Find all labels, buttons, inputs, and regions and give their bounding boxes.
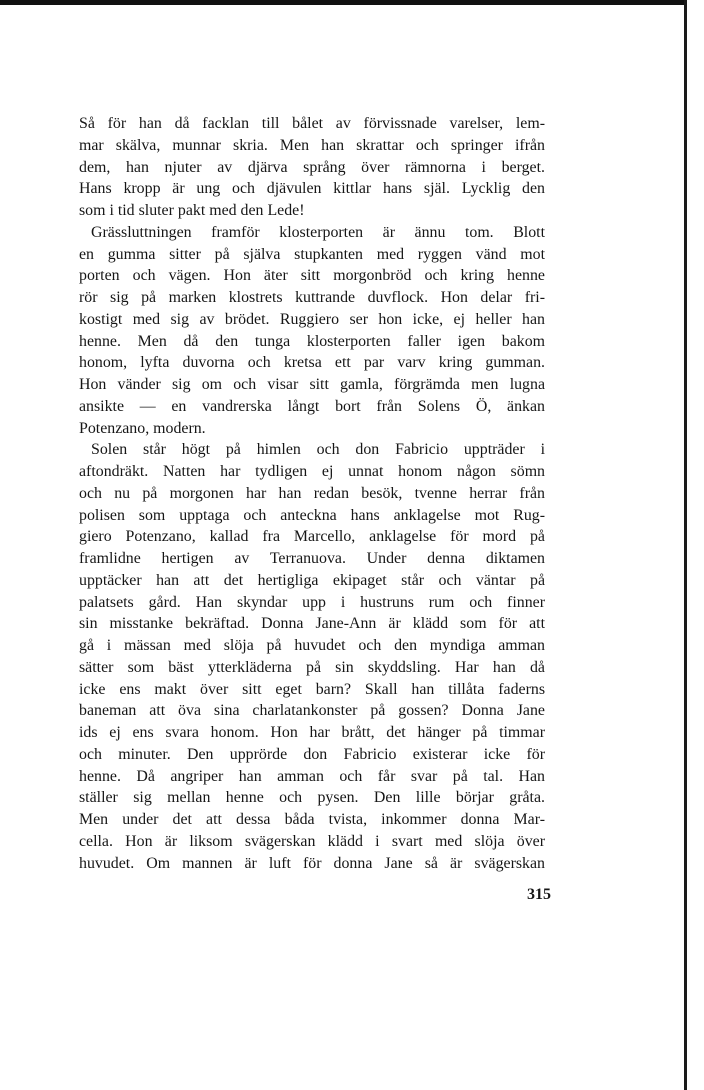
text-line: rör sig på marken klostrets kuttrande duvflock. Hon delar fri- xyxy=(79,289,545,306)
text-line: baneman att öva sina charlatankonster på gossen? Donna Jane xyxy=(79,702,545,720)
text-line: Men under det att dessa båda tvista, inkommer donna Mar- xyxy=(79,811,545,828)
text-line: framlidne hertigen av Terranuova. Under denna diktamen xyxy=(79,550,545,567)
text-line: polisen som upptaga och anteckna hans anklagelse mot Rug- xyxy=(79,506,545,524)
text-line: henne. Men då den tunga klosterporten faller igen bakom xyxy=(79,332,545,350)
text-line: och minuter. Den upprörde don Fabricio existerar icke för xyxy=(79,745,545,763)
text-line: Potenzano, modern. xyxy=(79,419,206,437)
text-line: mar skälva, munnar skria. Men han skrattar och springer ifrån xyxy=(79,136,545,154)
text-line: honom, lyfta duvorna och kretsa ett par varv kring gumman. xyxy=(79,354,545,372)
text-line: upptäcker han att det hertigliga ekipaget står och väntar på xyxy=(79,571,545,589)
text-line: ansikte — en vandrerska långt bort från Solens Ö, änkan xyxy=(79,397,545,415)
text-line: Grässluttningen framför klosterporten är ännu tom. Blott xyxy=(91,223,545,241)
text-line: Solen står högt på himlen och don Fabricio uppträder i xyxy=(91,441,545,459)
text-line: en gumma sitter på själva stupkanten med ryggen vänd mot xyxy=(79,245,545,263)
text-line: och nu på morgonen har han redan besök, tvenne herrar från xyxy=(79,484,545,502)
text-line: cella. Hon är liksom svägerskan klädd i svart med slöja över xyxy=(79,832,545,850)
text-line: Hon vänder sig om och visar sitt gamla, förgrämda men lugna xyxy=(79,376,545,393)
text-line: Hans kropp är ung och djävulen kittlar hans själ. Lycklig den xyxy=(79,180,545,198)
text-line: icke ens makt över sitt eget barn? Skall han tillåta faderns xyxy=(79,680,545,698)
text-line: ids ej ens svara honom. Hon har brått, det hänger på timmar xyxy=(79,724,545,741)
text-line: sätter som bäst ytterkläderna på sin skyddsling. Har han då xyxy=(79,658,545,676)
text-line: som i tid sluter pakt med den Lede! xyxy=(79,202,305,219)
text-line: huvudet. Om mannen är luft för donna Jane så är svägerskan xyxy=(79,854,545,872)
text-line: Så för han då facklan till bålet av förvissnade varelser, lem- xyxy=(79,115,545,132)
text-line: gå i mässan med slöja på huvudet och den myndiga amman xyxy=(79,637,545,654)
text-line: kostigt med sig av brödet. Ruggiero ser hon icke, ej heller han xyxy=(79,310,545,328)
text-line: aftondräkt. Natten har tydligen ej unnat honom någon sömn xyxy=(79,463,545,480)
text-line: ställer sig mellan henne och pysen. Den lille börjar gråta. xyxy=(79,789,545,807)
text-line: henne. Då angriper han amman och får svar på tal. Han xyxy=(79,767,545,785)
page-number: 315 xyxy=(527,886,551,903)
body-text xyxy=(79,113,545,874)
right-border xyxy=(684,0,687,1090)
text-line: sin misstanke bekräftad. Donna Jane-Ann är klädd som för att xyxy=(79,615,545,633)
text-line: porten och vägen. Hon äter sitt morgonbröd och kring henne xyxy=(79,267,545,285)
top-border xyxy=(0,0,686,5)
text-line: palatsets gård. Han skyndar upp i hustruns rum och finner xyxy=(79,593,545,611)
text-line: giero Potenzano, kallad fra Marcello, anklagelse för mord på xyxy=(79,528,545,546)
text-line: dem, han njuter av djärva språng över rämnorna i berget. xyxy=(79,158,545,176)
